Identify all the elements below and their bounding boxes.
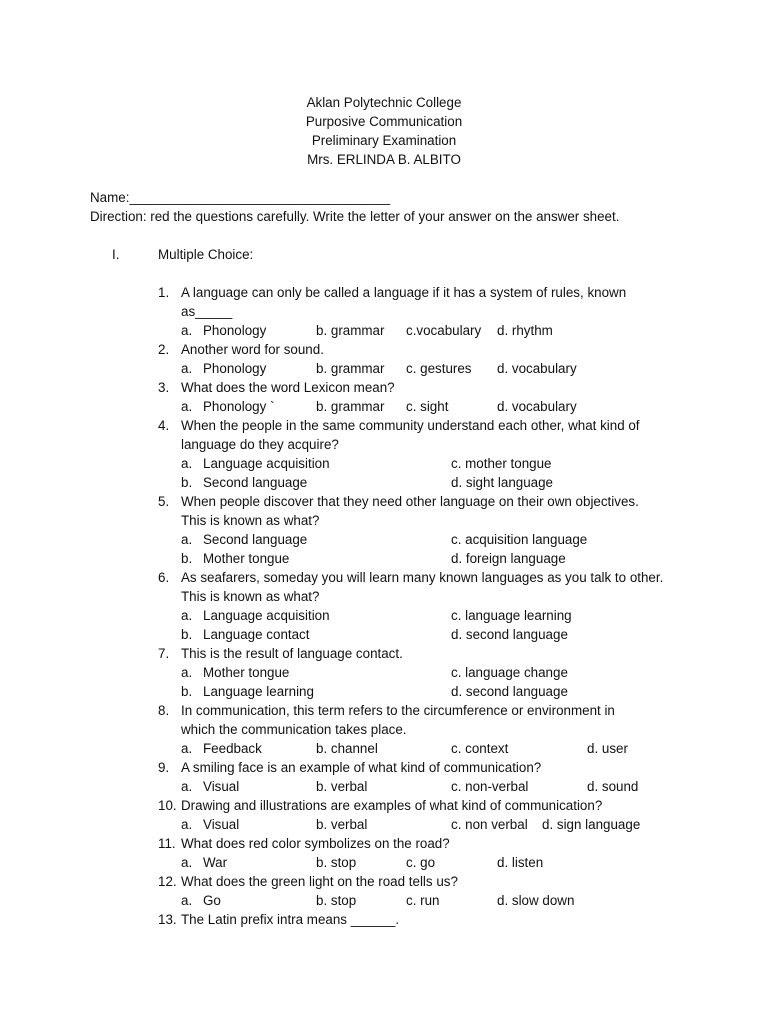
answer-option: Language acquisition [203, 608, 330, 623]
answer-option: d. sound [587, 779, 639, 794]
answer-option: d. vocabulary [497, 361, 577, 376]
answer-option: b. verbal [316, 817, 368, 832]
answer-option: c. context [451, 741, 509, 756]
options-row [0, 815, 768, 834]
section-number: I. [112, 247, 120, 262]
answer-option: Visual [203, 779, 240, 794]
question-text: A smiling face is an example of what kind of communication? [181, 760, 542, 775]
answer-option: b. grammar [316, 361, 385, 376]
answer-option: b. stop [316, 893, 357, 908]
answer-option: a. [181, 741, 193, 756]
question-row [0, 872, 768, 891]
question-number: 7. [158, 646, 170, 661]
answer-option: b. [181, 551, 193, 566]
question-row [0, 378, 768, 397]
question-number: 9. [158, 760, 170, 775]
answer-option: b. [181, 684, 193, 699]
answer-option: d. foreign language [451, 551, 566, 566]
question-row [0, 568, 768, 587]
section-title: Multiple Choice: [158, 247, 254, 262]
question-row [0, 587, 768, 606]
answer-option: c. sight [406, 399, 449, 414]
answer-option: d. second language [451, 684, 568, 699]
question-number: 8. [158, 703, 170, 718]
answer-option: War [203, 855, 228, 870]
teacher-name: Mrs. ERLINDA B. ALBITO [307, 152, 461, 167]
question-row [0, 492, 768, 511]
question-text: Another word for sound. [181, 342, 324, 357]
options-row [0, 549, 768, 568]
question-text: What does red color symbolizes on the road? [181, 836, 450, 851]
question-row [0, 720, 768, 739]
question-row [0, 834, 768, 853]
answer-option: a. [181, 399, 193, 414]
answer-option: Go [203, 893, 221, 908]
exam-header [0, 93, 768, 169]
question-number: 12. [158, 874, 177, 889]
question-text: This is known as what? [181, 513, 320, 528]
exam-title: Preliminary Examination [311, 133, 457, 148]
options-row [0, 853, 768, 872]
question-text: What does the green light on the road tells us? [181, 874, 458, 889]
question-text: This is known as what? [181, 589, 320, 604]
answer-option: b. [181, 475, 193, 490]
question-text: as_____ [181, 304, 233, 319]
question-row [0, 644, 768, 663]
answer-option: a. [181, 665, 193, 680]
options-row [0, 777, 768, 796]
question-text: The Latin prefix intra means ______. [181, 912, 400, 927]
answer-option: Mother tongue [203, 551, 290, 566]
question-number: 6. [158, 570, 170, 585]
question-row [0, 701, 768, 720]
answer-option: Phonology [203, 323, 267, 338]
answer-option: b. verbal [316, 779, 368, 794]
answer-option: a. [181, 855, 193, 870]
answer-option: c.vocabulary [406, 323, 482, 338]
answer-option: a. [181, 817, 193, 832]
answer-option: Language contact [203, 627, 310, 642]
answer-option: a. [181, 361, 193, 376]
answer-option: Visual [203, 817, 240, 832]
options-row [0, 321, 768, 340]
answer-option: Mother tongue [203, 665, 290, 680]
answer-option: b. grammar [316, 323, 385, 338]
answer-option: Second language [203, 532, 308, 547]
answer-option: d. sight language [451, 475, 553, 490]
answer-option: d. vocabulary [497, 399, 577, 414]
options-row [0, 530, 768, 549]
options-row [0, 473, 768, 492]
question-text: When people discover that they need other language on their own objectives. [181, 494, 639, 509]
answer-option: c. non-verbal [451, 779, 529, 794]
answer-option: Language acquisition [203, 456, 330, 471]
question-row [0, 302, 768, 321]
answer-option: d. listen [497, 855, 544, 870]
options-row [0, 739, 768, 758]
answer-option: d. slow down [497, 893, 575, 908]
question-text: When the people in the same community understand each other, what kind of [181, 418, 640, 433]
question-number: 4. [158, 418, 170, 433]
question-number: 11. [158, 836, 176, 851]
answer-option: b. grammar [316, 399, 385, 414]
question-row [0, 758, 768, 777]
direction-text: Direction: red the questions carefully. Write the letter of your answer on the answer sheet. [90, 209, 620, 224]
question-text: language do they acquire? [181, 437, 339, 452]
question-number: 2. [158, 342, 170, 357]
answer-option: a. [181, 456, 193, 471]
question-text: A language can only be called a language if it has a system of rules, known [181, 285, 627, 300]
question-text: As seafarers, someday you will learn many known languages as you talk to other. [181, 570, 664, 585]
answer-option: a. [181, 608, 193, 623]
question-row [0, 340, 768, 359]
name-line: Name:___________________________________ [90, 190, 391, 205]
answer-option: a. [181, 779, 193, 794]
question-number: 10. [158, 798, 177, 813]
answer-option: c. language change [451, 665, 568, 680]
options-row [0, 454, 768, 473]
answer-option: b. stop [316, 855, 357, 870]
college-name: Aklan Polytechnic College [306, 95, 462, 110]
course-name: Purposive Communication [305, 114, 463, 129]
answer-option: c. gestures [406, 361, 472, 376]
answer-option: b. channel [316, 741, 378, 756]
answer-option: a. [181, 893, 193, 908]
question-number: 5. [158, 494, 170, 509]
answer-option: Phonology ` [203, 399, 275, 414]
options-row [0, 397, 768, 416]
answer-option: Feedback [203, 741, 262, 756]
options-row [0, 682, 768, 701]
answer-option: c. go [406, 855, 436, 870]
question-text: This is the result of language contact. [181, 646, 403, 661]
question-number: 13. [158, 912, 177, 927]
answer-option: d. sign language [542, 817, 641, 832]
answer-option: d. user [587, 741, 628, 756]
question-row [0, 416, 768, 435]
question-text: In communication, this term refers to the circumference or environment in [181, 703, 615, 718]
answer-option: c. acquisition language [451, 532, 588, 547]
answer-option: c. mother tongue [451, 456, 552, 471]
question-number: 3. [158, 380, 170, 395]
answer-option: b. [181, 627, 193, 642]
question-row [0, 796, 768, 815]
question-text: Drawing and illustrations are examples of what kind of communication? [181, 798, 603, 813]
question-text: which the communication takes place. [181, 722, 407, 737]
options-row [0, 359, 768, 378]
question-row [0, 511, 768, 530]
answer-option: c. language learning [451, 608, 572, 623]
question-number: 1. [158, 285, 170, 300]
answer-option: d. second language [451, 627, 568, 642]
question-row [0, 283, 768, 302]
options-row [0, 663, 768, 682]
answer-option: c. run [406, 893, 440, 908]
question-row [0, 435, 768, 454]
question-row [0, 910, 768, 929]
answer-option: d. rhythm [497, 323, 553, 338]
answer-option: Language learning [203, 684, 314, 699]
answer-option: Phonology [203, 361, 267, 376]
answer-option: a. [181, 323, 193, 338]
options-row [0, 606, 768, 625]
answer-option: a. [181, 532, 193, 547]
options-row [0, 891, 768, 910]
answer-option: Second language [203, 475, 308, 490]
answer-option: c. non verbal [451, 817, 528, 832]
options-row [0, 625, 768, 644]
question-list [0, 283, 768, 929]
question-text: What does the word Lexicon mean? [181, 380, 395, 395]
